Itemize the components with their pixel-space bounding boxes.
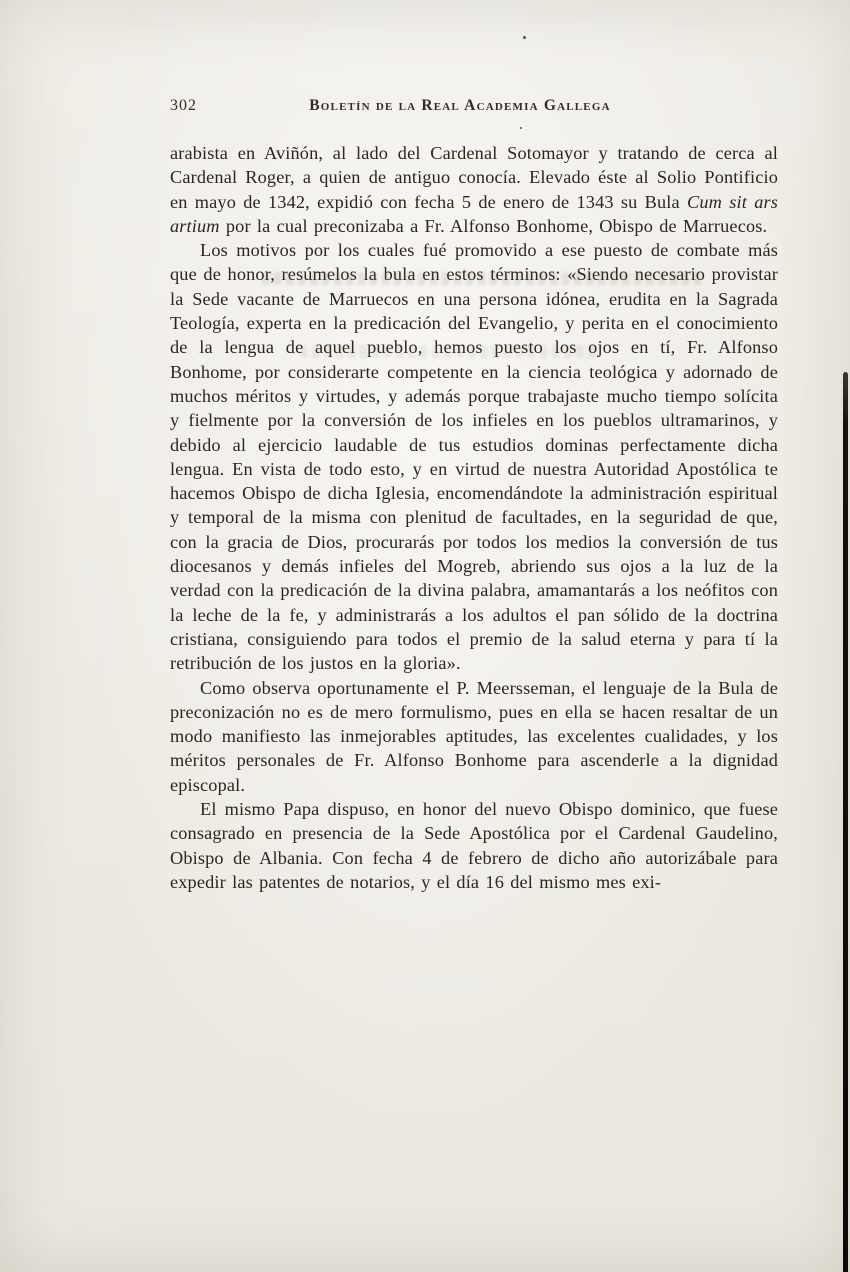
paragraph-intro bbox=[170, 141, 778, 238]
scan-edge-artifact bbox=[843, 372, 848, 1272]
paragraph-text: por la cual preconizaba a Fr. Alfonso Bonhome, Obispo de Marruecos. bbox=[219, 215, 768, 236]
text-body bbox=[170, 141, 778, 894]
scan-speck bbox=[520, 127, 522, 129]
paragraph-bula-quote: Los motivos por los cuales fué promovido a ese puesto de combate más que de honor, resúmelos la bula en estos términos: «Siendo necesario provistar la Sede vacante de Marruecos en una persona idónea, erudita en la Sagrada Teología, experta en la predicación del Evangelio, y perita en el conocimiento de la lengua de aquel pueblo, hemos puesto los ojos en tí, Fr. Alfonso Bonhome, por considerarte competente en la ciencia teológica y adornado de muchos méritos y virtudes, y además porque trabajaste mucho tiempo solícita y fielmente por la conversión de los infieles en los pueblos ultramarinos, y debido al ejercicio laudable de tus estudios dominas perfectamente dicha lengua. En vista de todo esto, y en virtud de nuestra Autoridad Apostólica te hacemos Obispo de dicha Iglesia, encomendándote la administración espiritual y temporal de la misma con plenitud de facultades, en la seguridad de que, con la gracia de Dios, procurarás por todos los medios la conversión de tus diocesanos y demás infieles del Mogreb, abriendo sus ojos a la luz de la verdad con la predicación de la divina palabra, amamantarás a los neófitos con la leche de la fe, y administrarás a los adultos el pan sólido de la doctrina cristiana, consiguiendo para todos el premio de la salud eterna y para tí la retribución de los justos en la gloria». bbox=[170, 240, 778, 674]
bula-title-italic: Cum sit ars artium bbox=[170, 191, 779, 236]
running-title: Boletín de la Real Academia Gallega bbox=[309, 97, 611, 114]
scan-speck bbox=[523, 36, 526, 39]
paragraph-meersseman: Como observa oportunamente el P. Meersseman, el lenguaje de la Bula de preconización no es de mero formulismo, pues en ella se hacen resaltar de un modo manifiesto las inmejorables aptitudes, las excelentes cualidades, y los méritos personales de Fr. Alfonso Bonhome para ascenderle a la dignidad episcopal. bbox=[170, 677, 778, 795]
page-number: 302 bbox=[170, 97, 197, 114]
page-header bbox=[170, 97, 778, 115]
paragraph-papa: El mismo Papa dispuso, en honor del nuevo Obispo dominico, que fuese consagrado en presencia de la Sede Apostólica por el Cardenal Gaudelino, Obispo de Albania. Con fecha 4 de febrero de dicho año autorizábale para expedir las patentes de notarios, y el día 16 del mismo mes exi- bbox=[170, 799, 778, 892]
paragraph-text: arabista en Aviñón, al lado del Cardenal Sotomayor y tratando de cerca al Cardenal Roger, a quien de antiguo conocía. Elevado éste al Solio Pontificio en mayo de 1342, expidió con fecha 5 de enero de 1343 su Bula bbox=[170, 143, 778, 212]
